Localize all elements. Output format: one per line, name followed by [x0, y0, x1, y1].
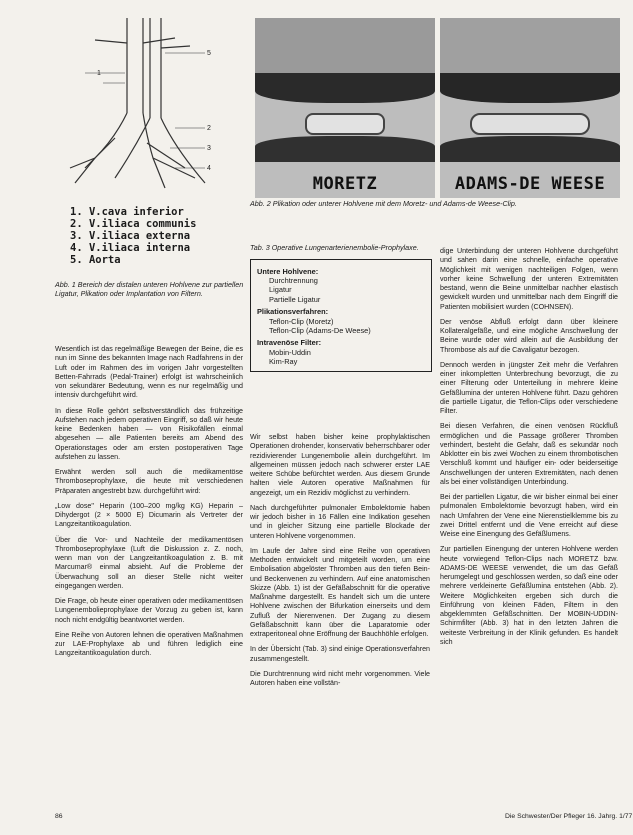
adams-de-weese-clip-photo: [440, 18, 620, 198]
paragraph: dige Unterbindung der unteren Hohlvene durchgeführt und sahen darin eine schnelle, einfache operative Möglichkeit mit wenigen nachteiligen Folgen, wenn vorher keine Schwellung der unteren Extremitäten bestand, wenn die Beine unmittelbar nachher elastisch gewickelt wurden und unmittelbar nach dem Eingriff die Patienten mobilisiert wurden (COHNSEN).: [440, 247, 618, 311]
text-column-3: [440, 247, 618, 653]
paragraph: Bei diesen Verfahren, die einen venösen Rückfluß ermöglichen und die Passage größerer Thromben verhindert, besteht die Gefahr, daß es sekundär noch Abklotter ein bis zwei Wochen zu einem thrombotischen Verschluß kommt und häufiger ein- oder beiderseitige Anschwellungen der unteren Extremitäten, nach denen als bei einer vollständigen Unterbindung.: [440, 422, 618, 486]
legend-item: 3. V.iliaca externa: [70, 230, 191, 242]
legend-item: 5. Aorta: [70, 254, 121, 266]
journal-footer: Die Schwester/Der Pfleger 16. Jahrg. 1/77: [505, 813, 633, 820]
paragraph: Zur partiellen Einengung der unteren Hohlvene werden heute vorwiegend Teflon-Clips nach MORETZ bzw. ADAMS-DE WEESE verwendet, die um das Gefäß herumgelegt und geschlossen werden, so daß eine oder mehrere verkleinerte Gefäßlumina entstehen (Abb. 2). Weitere Möglichkeiten ergeben sich durch die Einführung von kleinen Fäden, Filtern in den abgeklemmten Gefäßschnitten. Der MOBIN-UDDIN-Schirmfilter (Abb. 3) hat in den letzten Jahren die weiteste Verbreitung in der Klinik gefunden. Es handelt sich: [440, 545, 618, 646]
paragraph: Wesentlich ist das regelmäßige Bewegen der Beine, die es nun im Sinne des bekannten Image nach Radfahrens in der Luft oder im Rahmen des im vorigen Jahr vorgestellten Betten-Fahrrads (Pedal-Trainer) erfolgt ist wahrscheinlich von sekundärer Bedeutung, wenn es nur regelmäßig und intensiv durchgeführt wird.: [55, 345, 243, 400]
page-number: 86: [55, 813, 63, 820]
paragraph: Im Laufe der Jahre sind eine Reihe von operativen Methoden entwickelt und mitgeteilt worden, um eine Embolisation abgelöster Thromben aus den tiefen Bein- und Beckenvenen zu verhindern. Auf eine anatomischen Skizze (Abb. 1) ist der Gefäßabschnitt für die operative Maßnahme dargestellt. Es handelt sich um die untere Hohlvene zwischen der Bifurkation einerseits und dem Zufluß der Nierenvenen. Der Zugang zu diesem Gefäßabschnitt kann über die Laparatomie oder extraperitoneal ohne Eröffnung der Bauchhöhle erfolgen.: [250, 546, 430, 638]
svg-text:2: 2: [207, 125, 211, 132]
legend-item: 4. V.iliaca interna: [70, 242, 191, 254]
text-column-1: [55, 345, 243, 665]
paragraph: Wir selbst haben bisher keine prophylaktischen Operationen drohender, konservativ beherrschbarer oder rezidivierender Lungenembolie allein durchgeführt. Im allgemeinen müssen jedoch nach schwerer erster LAE weitere Schübe befürchtet werden. Aus diesem Grunde halten viele Autoren operative Maßnahmen für angezeigt, um ein Rezidiv möglichst zu verhindern.: [250, 433, 430, 497]
figure2-caption: Abb. 2 Plikation oder unterer Hohlvene mit dem Moretz- und Adams-de Weese-Clip.: [250, 199, 517, 208]
paragraph: Die Durchtrennung wird nicht mehr vorgenommen. Viele Autoren haben eine vollstän-: [250, 669, 430, 687]
table3: [250, 244, 432, 372]
paragraph: In diese Rolle gehört selbstverständlich das frühzeitige Aufstehen nach jedem operativen Eingriff, so daß wir heute keine Bedenken haben — von Risikofällen einmal abgesehen — alle Patienten bereits am Abend des Operationstages oder am ersten postoperativen Tage aufstehen zu lassen.: [55, 406, 243, 461]
table3-item: Mobin-Uddin: [269, 347, 311, 357]
figure1-caption: Abb. 1 Bereich der distalen unteren Hohlvene zur partiellen Ligatur, Plikation oder Implantation von Filtern.: [55, 280, 244, 298]
table3-heading: Intravenöse Filter:: [257, 338, 322, 348]
vein-anatomy-figure: [55, 18, 240, 206]
svg-text:1: 1: [97, 70, 101, 77]
legend-item: 2. V.iliaca communis: [70, 218, 197, 230]
paragraph: Über die Vor- und Nachteile der medikamentösen Thromboseprophylaxe (Luft die Diskussion z. Z. noch, wenn man von der Langzeitantikoagulation z. B. mit Marcumar® einmal absieht. Auf die Probleme der Überwachung soll an dieser Stelle nicht weiter eingegangen werden.: [55, 535, 243, 590]
svg-text:4: 4: [207, 165, 211, 172]
paragraph: Der venöse Abfluß erfolgt dann über kleinere Kollateralgefäße, und eine mögliche Anschwellung der Beine wurde oder wird allein auf die Ausbildung der Thrombose als auf die Cavaligatur bezogen.: [440, 317, 618, 354]
paragraph: „Low dose" Heparin (100–200 mg/kg KG) Heparin – Dihydergot (2 × 5000 E) Dicumarin als Vertreter der Langzeitantikoagulation.: [55, 501, 243, 529]
table3-item: Ligatur: [269, 285, 292, 295]
moretz-label: MORETZ: [312, 174, 378, 194]
paragraph: Erwähnt werden soll auch die medikamentöse Thromboseprophylaxe, die heute mit verschiedenen Präparaten angestrebt bzw. durchgeführt wird:: [55, 468, 243, 495]
paragraph: Eine Reihe von Autoren lehnen die operativen Maßnahmen zur LAE-Prophylaxe ab und führen lediglich eine Langzeitantikoagulation durch.: [55, 630, 243, 658]
paragraph: Die Frage, ob heute einer operativen oder medikamentösen Lungenembolieprophylaxe der Vorzug zu geben ist, kann noch nicht endgültig beantwortet werden.: [55, 597, 243, 624]
table3-item: Partielle Ligatur: [269, 294, 321, 304]
text-column-2: [250, 433, 430, 694]
paragraph: Dennoch werden in jüngster Zeit mehr die Verfahren einer inkompletten Unterbrechung bevorzugt, die zu einer Filterung oder Unterteilung in mehrere kleine Gefäßlumina der unteren Hohlvene führt. Dazu gehören die partielle Ligatur, die Teflon-Clips oder verschiedene Filter.: [440, 360, 618, 415]
table3-item: Teflon-Clip (Moretz): [269, 316, 334, 326]
svg-text:3: 3: [207, 145, 211, 152]
table3-item: Teflon-Clip (Adams-De Weese): [269, 325, 371, 335]
table3-item: Kim-Ray: [269, 357, 298, 367]
table3-box: [250, 259, 432, 372]
table3-item: Durchtrennung: [269, 275, 318, 285]
paragraph: In der Übersicht (Tab. 3) sind einige Operationsverfahren zusammengestellt.: [250, 645, 430, 663]
legend-item: 1. V.cava inferior: [70, 206, 184, 218]
table3-heading: Plikationsverfahren:: [257, 307, 329, 317]
table3-heading: Untere Hohlvene:: [257, 266, 319, 276]
paragraph: Nach durchgeführter pulmonaler Embolektomie haben wir jedoch bisher in 16 Fällen eine Indikation gesehen und in gleicher Sitzung eine partielle Blockade der unteren Hohlvene vorgenommen.: [250, 503, 430, 540]
moretz-clip-photo: [255, 18, 435, 198]
svg-text:5: 5: [207, 50, 211, 57]
adams-de-weese-label: ADAMS-DE WEESE: [454, 174, 606, 194]
paragraph: Bei der partiellen Ligatur, die wir bisher einmal bei einer pulmonalen Embolektomie bevorzugt haben, wird ein nach Umfahren der Vene eine Nierenstielklemme bis zu zwei Drittel entfernt und die Vene erreicht auf diese Weise eine Einengung des Gefäßlumens.: [440, 493, 618, 538]
table3-caption: Tab. 3 Operative Lungenarterienembolie-Prophylaxe.: [250, 243, 419, 252]
figure1-legend: [70, 206, 240, 266]
